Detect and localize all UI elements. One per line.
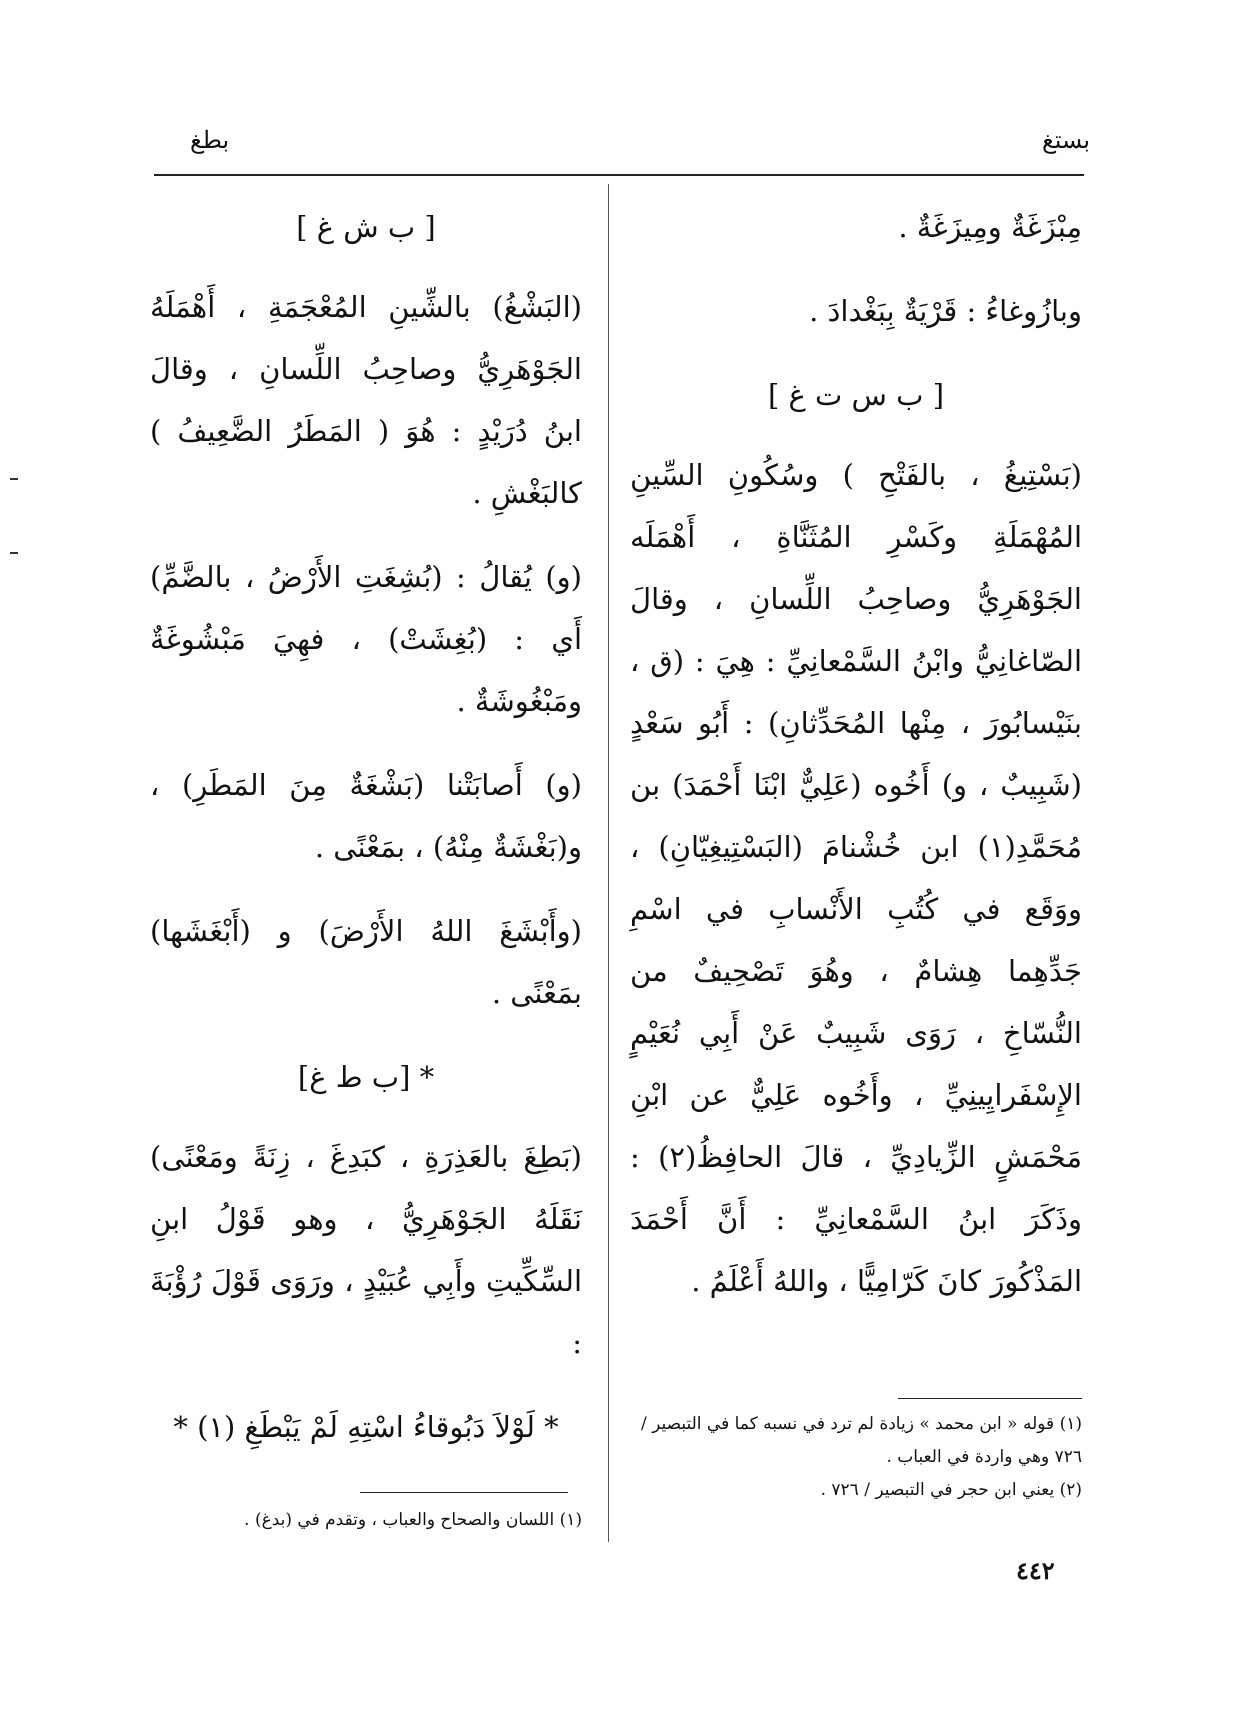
left-column [150, 196, 582, 1458]
entry-paragraph: (و) يُقالُ : (بُشِغَتِ الأَرْضُ ، بالضَّمِّ) أَي : (بُغِشَتْ) ، فهِيَ مَبْشُوغَةٌ ومَبْغُوشَةٌ . [150, 560, 582, 718]
footnote-rule [898, 1398, 1082, 1399]
margin-mark [10, 478, 18, 480]
right-column [630, 196, 1082, 1334]
entry-heading: [ ب س ت غ ] [767, 378, 945, 412]
entry-line: وبازُوغاءُ : قَرْيَةٌ بِبَغْدادَ . [809, 294, 1082, 328]
footnotes-left [150, 1504, 582, 1537]
running-head-left: بطغ [190, 126, 230, 154]
entry-paragraph: (و) أَصابَتْنا (بَشْغَةٌ مِنَ المَطَرِ) ، و(بَغْشَةٌ مِنْهُ) ، بمَعْنًى . [150, 768, 582, 864]
entry-tail-line: مِبْزَغَةٌ ومِيزَغَةٌ . [898, 210, 1082, 244]
margin-mark [10, 552, 18, 554]
entry-paragraph: (وأَبْشَغَ اللهُ الأَرْضَ) و (أَبْغَشَها) بمَعْنًى . [150, 914, 582, 1010]
entry-heading: * [ب ط غ] [297, 1060, 435, 1094]
page-number: ٤٤٢ [1016, 1556, 1055, 1585]
header-rule [154, 174, 1084, 176]
column-divider [608, 184, 609, 1542]
entry-paragraph: (البَشْغُ) بالشِّينِ المُعْجَمَةِ ، أَهْمَلَهُ الجَوْهَرِيُّ وصاحِبُ اللِّسانِ ، وقالَ ابنُ دُرَيْدٍ : هُوَ ( المَطَرُ الضَّعِيفُ ) كالبَغْشِ . [150, 290, 582, 510]
entry-paragraph: (بَطِغَ بالعَذِرَةِ ، كبَدِغَ ، زِنَةً ومَعْنًى) نَقَلَهُ الجَوْهَرِيُّ ، وهو قَوْلُ ابنِ السِّكِّيتِ وأَبِي عُبَيْدٍ ، ورَوَى قَوْلَ رُؤْبَةَ : [150, 1140, 582, 1360]
footnote-rule [360, 1492, 568, 1493]
verse-line: * لَوْلاَ دَبُوقاءُ اسْتِهِ لَمْ يَبْطَغِ (١) * [173, 1410, 559, 1444]
entry-heading: [ ب ش غ ] [296, 210, 436, 244]
footnote: (٢) يعني ابن حجر في التبصير / ٧٢٦ . [820, 1480, 1082, 1500]
footnotes-right [630, 1408, 1082, 1507]
entry-body: (بَسْتِيغُ ، بالفَتْحِ ) وسُكُونِ السِّينِ المُهْمَلَةِ وكَسْرِ المُثَنَّاةِ ، أَهْمَلَه الجَوْهَرِيُّ وصاحِبُ اللِّسانِ ، وقالَ الصّاغانِيُّ وابْنُ السَّمْعانِيِّ : هِيَ : (ق ، بنَيْسابُورَ ، مِنْها المُحَدِّثانِ) : أَبُو سَعْدٍ (شَبِيبٌ ، و) أَخُوه (عَلِيٌّ ابْنَا أَحْمَدَ) بن مُحَمَّدِ(١) ابن خُشْنامَ (البَسْتِيغِيّانِ) ، ووَقَع في كُتُبِ الأَنْسابِ في اسْمِ جَدِّهِما هِشامٌ ، وهُوَ تَصْحِيفٌ من النُّسّاخِ ، رَوَى شَبِيبٌ عَنْ أَبِي نُعَيْمٍ الإِسْفَرايِينِيِّ ، وأَخُوه عَلِيٌّ عن ابْنِ مَحْمَشٍ الزِّيادِيِّ ، قالَ الحافِظُ(٢) : وذَكَرَ ابنُ السَّمْعانِيِّ : أَنَّ أَحْمَدَ المَذْكُورَ كانَ كَرّامِيًّا ، واللهُ أَعْلَمُ . [630, 458, 1082, 1298]
running-head-right: بستغ [1042, 126, 1091, 154]
footnote: (١) قوله « ابن محمد » زيادة لم ترد في نسبه كما في التبصير / ٧٢٦ وهي واردة في العباب . [640, 1414, 1082, 1467]
footnote: (١) اللسان والصحاح والعباب ، وتقدم في (بدغ) . [244, 1510, 582, 1530]
